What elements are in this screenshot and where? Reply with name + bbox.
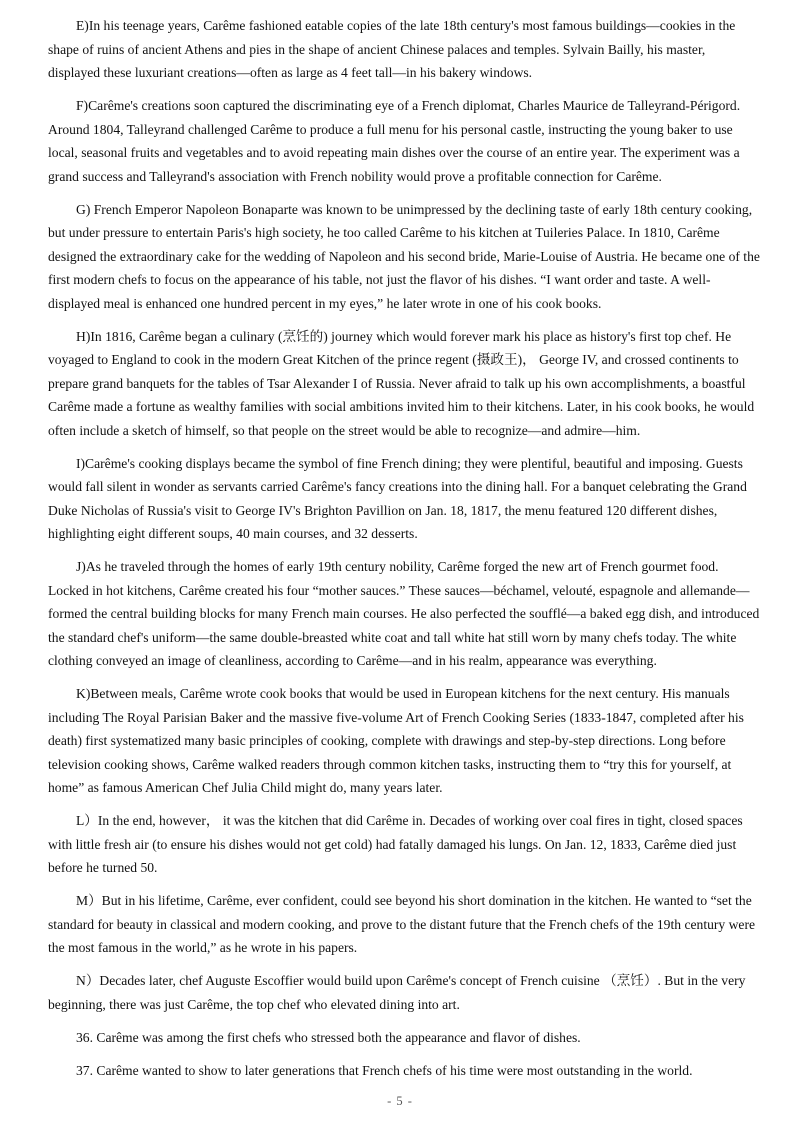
question-36: 36. Carême was among the first chefs who stressed both the appearance and flavor of dishes. xyxy=(76,1029,581,1045)
paragraph-l: L）In the end, however， it was the kitchen that did Carême in. Decades of working over coal fires in tight, closed spaces with little fresh air (to ensure his dishes would not get cold) had fatally damaged his lungs. On Jan. 12, 1833, Carême died just before he turned 50. xyxy=(48,813,743,875)
question-37: 37. Carême wanted to show to later generations that French chefs of his time were most outstanding in the world. xyxy=(76,1062,693,1078)
paragraph-h: H)In 1816, Carême began a culinary (烹饪的) journey which would forever mark his place as history's first top chef. He voyaged to England to cook in the modern Great Kitchen of the prince regent (摄政王)， George IV, and crossed continents to prepare grand banquets for the tables of Tsar Alexander I of Russia. Never afraid to talk up his own accomplishments, a boastful Carême made a fortune as wealthy families with social ambitions invited him to their kitchens. Later, in his cook books, he would often include a sketch of himself, so that people on the street would be able to recognize—and admire—him. xyxy=(48,328,755,438)
paragraph-g: G) French Emperor Napoleon Bonaparte was known to be unimpressed by the declining taste of early 18th century cooking, but under pressure to entertain Paris's high society, he too called Carême to his kitchen at Tuileries Palace. In 1810, Carême designed the extraordinary cake for the wedding of Napoleon and his second bride, Marie-Louise of Austria. He became one of the first modern chefs to focus on the appearance of his table, not just the flavor of his dishes. “I want order and taste. A well-displayed meal is enhanced one hundred percent in my eyes,” he later wrote in one of his cook books. xyxy=(48,201,760,311)
paragraph-f: F)Carême's creations soon captured the discriminating eye of a French diplomat, Charles Maurice de Talleyrand-Périgord. Around 1804, Talleyrand challenged Carême to produce a full menu for his personal castle, instructing the young baker to use local, seasonal fruits and vegetables and to avoid repeating main dishes over the course of an entire year. The experiment was a grand success and Talleyrand's association with French nobility would prove a profitable connection for Carême. xyxy=(48,98,741,184)
paragraph-n: N）Decades later, chef Auguste Escoffier would build upon Carême's concept of French cuisine （烹饪）. But in the very beginning, there was just Carême, the top chef who elevated dining into art. xyxy=(48,973,746,1012)
paragraph-i: I)Carême's cooking displays became the symbol of fine French dining; they were plentiful, beautiful and imposing. Guests would fall silent in wonder as servants carried Carême's fancy creations into the dining hall. For a banquet celebrating the Grand Duke Nicholas of Russia's visit to George IV's Brighton Pavillion on Jan. 18, 1817, the menu featured 120 different dishes, highlighting eight different soups, 40 main courses, and 32 desserts. xyxy=(48,455,747,541)
paragraph-j: J)As he traveled through the homes of early 19th century nobility, Carême forged the new art of French gourmet food. Locked in hot kitchens, Carême created his four “mother sauces.” These sauces—béchamel, velouté, espagnole and allemande—formed the central building blocks for many French main courses. He also perfected the soufflé—a baked egg dish, and introduced the standard chef's uniform—the same double-breasted white coat and tall white hat still worn by many chefs today. The white clothing conveyed an image of cleanliness, according to Carême—and in his realm, appearance was everything. xyxy=(48,559,760,668)
page-number: - 5 - xyxy=(387,1094,413,1108)
paragraph-e: E)In his teenage years, Carême fashioned eatable copies of the late 18th century's most famous buildings—cookies in the shape of ruins of ancient Athens and pies in the shape of ancient Chinese palaces and temples. Sylvain Bailly, his master, displayed these luxuriant creations—often as large as 4 feet tall—in his bakery windows. xyxy=(48,18,736,80)
paragraph-m: M）But in his lifetime, Carême, ever confident, could see beyond his short domination in the kitchen. He wanted to “set the standard for beauty in classical and modern cooking, and prove to the distant future that the French chefs of the 19th century were the most famous in the world,” as he wrote in his papers. xyxy=(48,893,756,955)
paragraph-k: K)Between meals, Carême wrote cook books that would be used in European kitchens for the next century. His manuals including The Royal Parisian Baker and the massive five-volume Art of French Cooking Series (1833-1847, completed after his death) first systematized many basic principles of cooking, complete with drawings and step-by-step directions. Long before television cooking shows, Carême walked readers through common kitchen tasks, instructing them to “try this for yourself, at home” as famous American Chef Julia Child might do, many years later. xyxy=(48,686,744,795)
